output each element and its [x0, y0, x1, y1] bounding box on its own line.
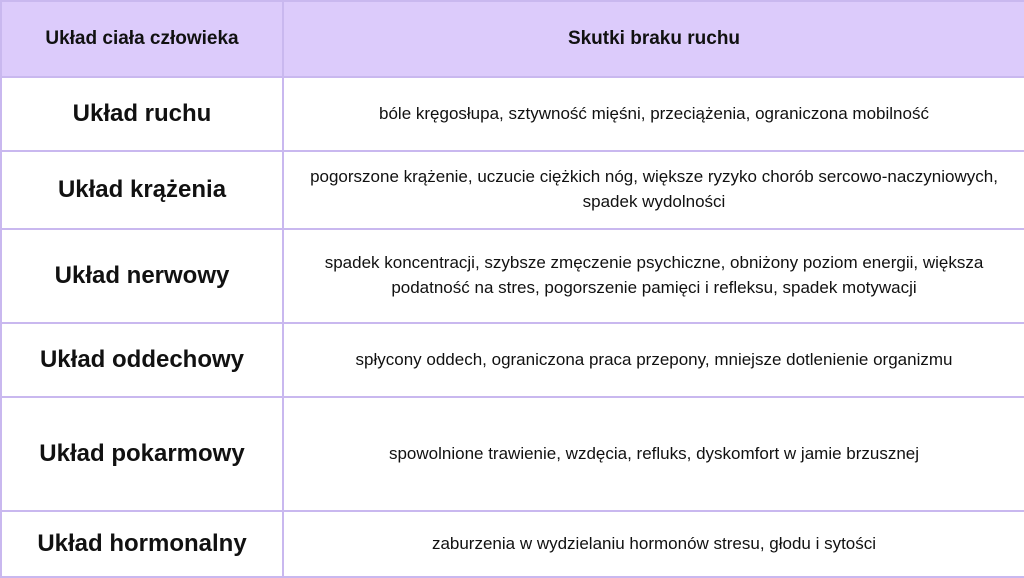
table-row: [1, 397, 1024, 511]
row-system-label: Układ oddechowy: [1, 323, 283, 397]
row-system-label: Układ hormonalny: [1, 511, 283, 577]
header-effects: Skutki braku ruchu: [283, 1, 1024, 77]
table-row: [1, 511, 1024, 577]
row-system-label: Układ pokarmowy: [1, 397, 283, 511]
table-row: [1, 77, 1024, 151]
row-system-label: Układ nerwowy: [1, 229, 283, 323]
row-system-label: Układ ruchu: [1, 77, 283, 151]
table-header-row: [1, 1, 1024, 77]
row-effects-text: bóle kręgosłupa, sztywność mięśni, przeciążenia, ograniczona mobilność: [283, 77, 1024, 151]
row-effects-text: zaburzenia w wydzielaniu hormonów stresu, głodu i sytości: [283, 511, 1024, 577]
row-effects-text: spowolnione trawienie, wzdęcia, refluks, dyskomfort w jamie brzusznej: [283, 397, 1024, 511]
header-body-system: Układ ciała człowieka: [1, 1, 283, 77]
table-row: [1, 151, 1024, 229]
row-effects-text: spadek koncentracji, szybsze zmęczenie psychiczne, obniżony poziom energii, większa podatność na stres, pogorszenie pamięci i refleksu, spadek motywacji: [283, 229, 1024, 323]
row-effects-text: pogorszone krążenie, uczucie ciężkich nóg, większe ryzyko chorób sercowo-naczyniowych, spadek wydolności: [283, 151, 1024, 229]
table-row: [1, 323, 1024, 397]
row-effects-text: spłycony oddech, ograniczona praca przepony, mniejsze dotlenienie organizmu: [283, 323, 1024, 397]
row-system-label: Układ krążenia: [1, 151, 283, 229]
table-row: [1, 229, 1024, 323]
